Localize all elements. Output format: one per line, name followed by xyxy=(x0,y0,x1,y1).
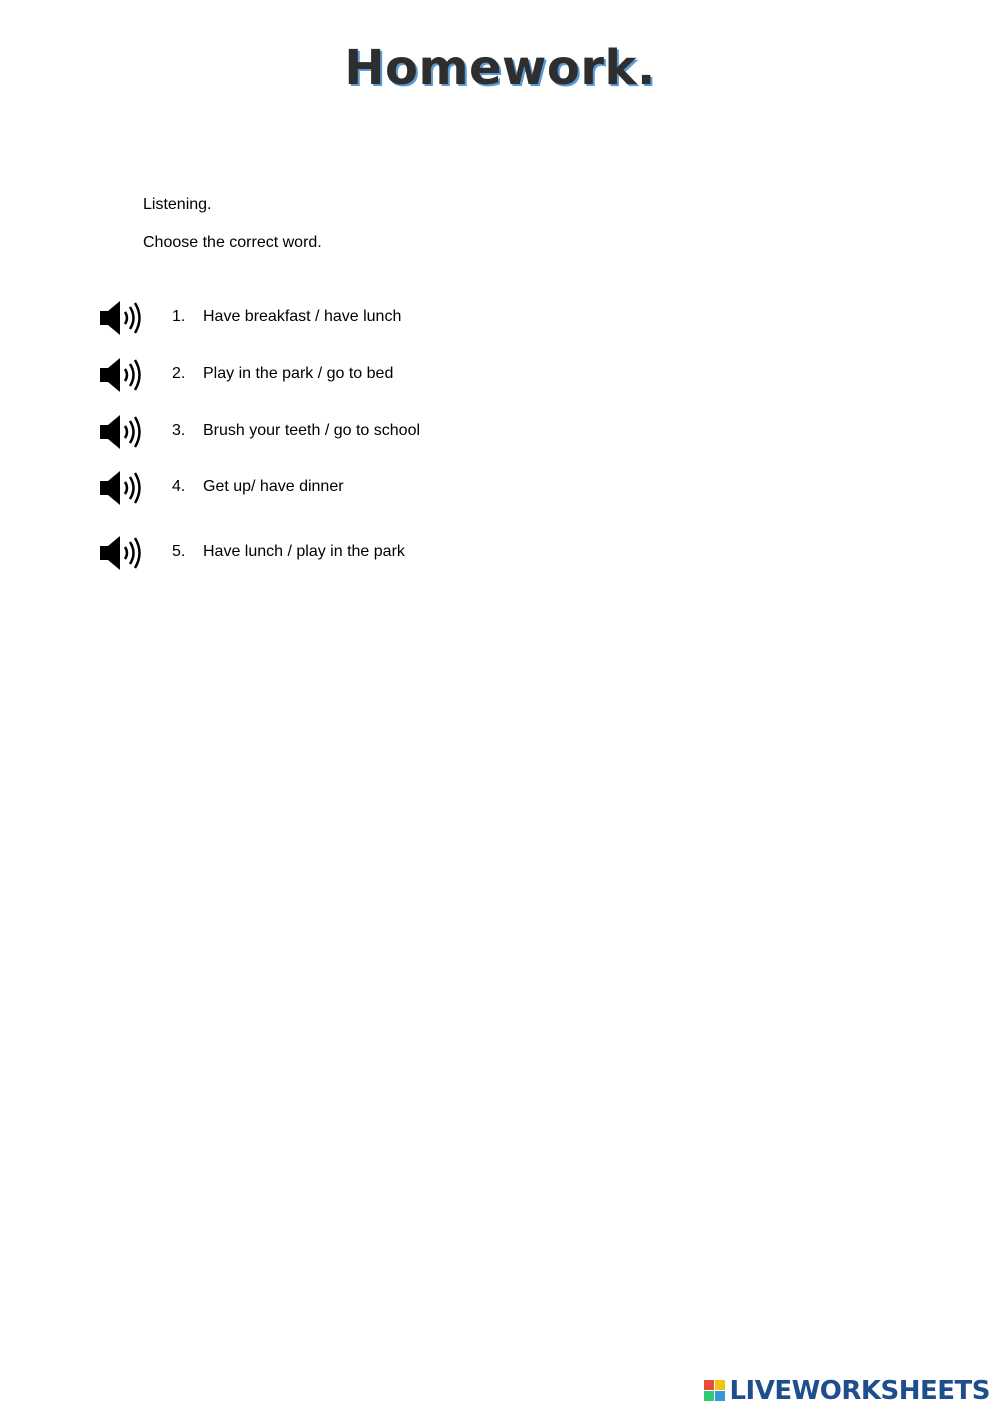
item-text: Brush your teeth / go to school xyxy=(203,422,421,439)
page-title: Homework. xyxy=(344,40,656,96)
item-text: Play in the park / go to bed xyxy=(203,365,394,382)
speaker-icon[interactable] xyxy=(98,468,146,508)
item-number: 1. xyxy=(172,308,186,325)
list-item xyxy=(0,468,600,508)
item-number: 3. xyxy=(172,422,186,439)
speaker-icon[interactable] xyxy=(98,298,146,338)
speaker-icon[interactable] xyxy=(98,412,146,452)
list-item xyxy=(0,412,600,452)
list-item xyxy=(0,533,600,573)
item-text: Have lunch / play in the park xyxy=(203,543,405,560)
logo-badge-icon xyxy=(704,1380,726,1402)
speaker-icon[interactable] xyxy=(98,355,146,395)
item-number: 4. xyxy=(172,478,186,495)
item-text: Have breakfast / have lunch xyxy=(203,308,402,325)
list-item xyxy=(0,298,600,338)
instruction-choose: Choose the correct word. xyxy=(143,234,322,251)
speaker-icon[interactable] xyxy=(98,533,146,573)
item-number: 2. xyxy=(172,365,186,382)
logo-text: LIVEWORKSHEETS xyxy=(729,1376,990,1406)
item-text: Get up/ have dinner xyxy=(203,478,344,495)
item-number: 5. xyxy=(172,543,186,560)
list-item xyxy=(0,355,600,395)
instruction-listening: Listening. xyxy=(143,196,212,213)
liveworksheets-logo[interactable] xyxy=(704,1376,990,1406)
